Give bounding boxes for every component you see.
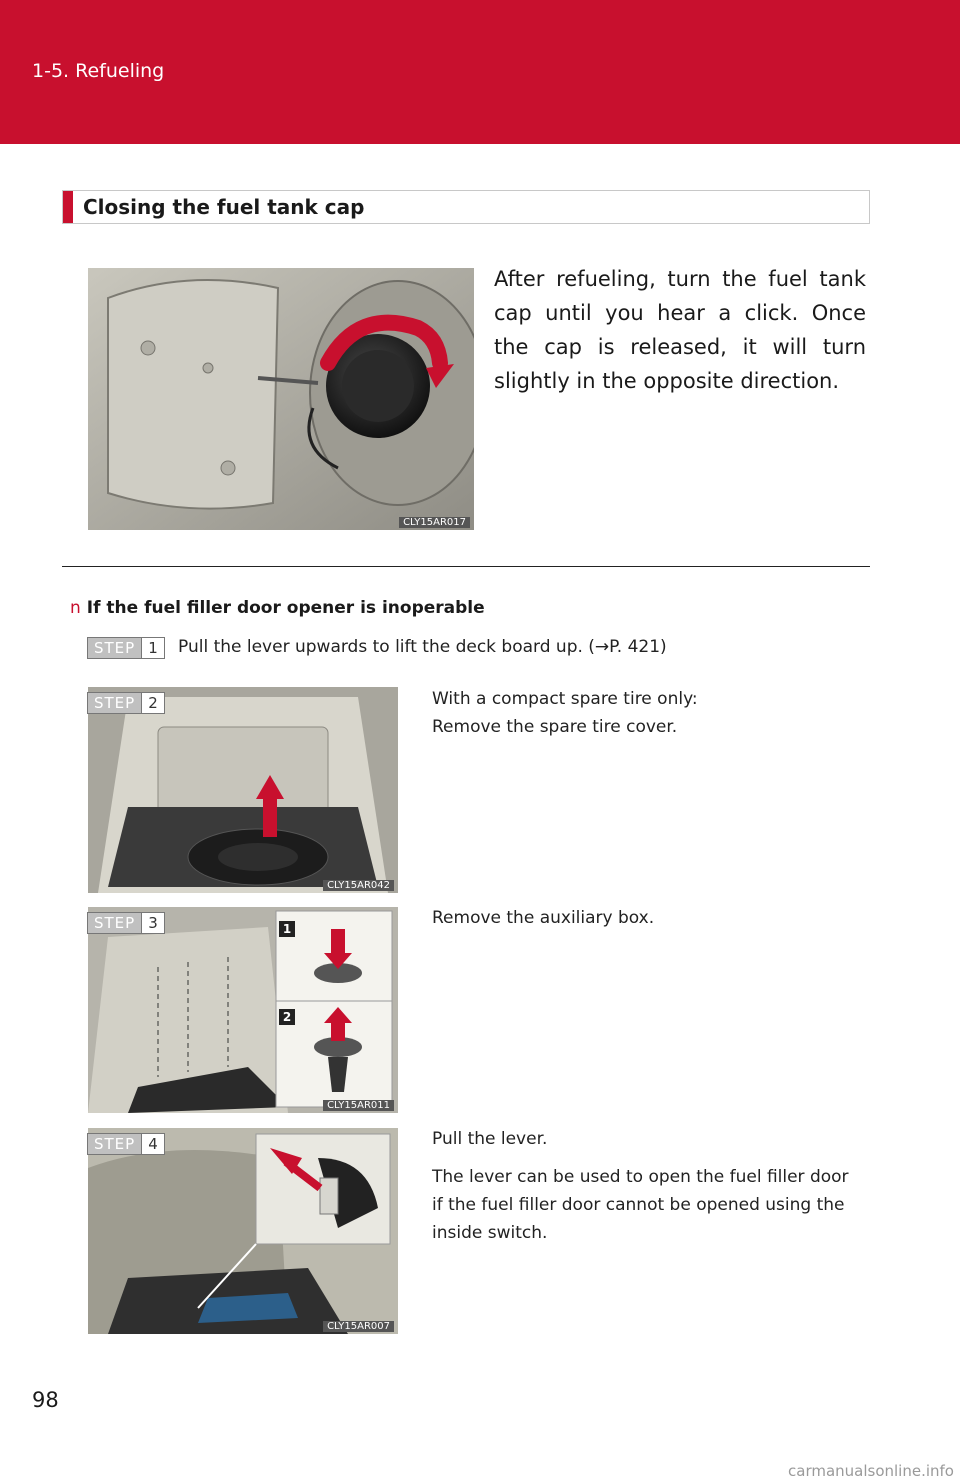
- watermark: carmanualsonline.info: [788, 1462, 954, 1480]
- note-heading-text: If the fuel filler door opener is inoperable: [86, 598, 485, 618]
- step-3-text: Remove the auxiliary box.: [432, 908, 655, 928]
- section-title-bar: [62, 190, 870, 224]
- callout-1: 1: [282, 922, 292, 936]
- photo-code: CLY15AR007: [323, 1321, 394, 1332]
- main-paragraph: After refueling, turn the fuel tank cap until you hear a click. Once the cap is released, it will turn slightly in the opposite direction.: [494, 267, 866, 393]
- step-2-line-2: Remove the spare tire cover.: [432, 717, 678, 737]
- step-2-text: [432, 685, 852, 741]
- photo-code: CLY15AR011: [323, 1100, 394, 1111]
- lever-photo: [88, 1128, 398, 1334]
- step-number: 3: [141, 913, 164, 933]
- photo-code: CLY15AR042: [323, 880, 394, 891]
- step-number: 1: [141, 638, 164, 658]
- step-number: 4: [141, 1134, 164, 1154]
- step-4-badge: [87, 1133, 165, 1155]
- fuel-cap-photo: [88, 268, 474, 530]
- page-header: [0, 0, 960, 144]
- section-label: 1-5. Refueling: [32, 60, 165, 82]
- note-bullet: n: [70, 598, 81, 618]
- step-1-text: Pull the lever upwards to lift the deck board up. (→P. 421): [178, 637, 667, 657]
- page-number: 98: [32, 1388, 59, 1412]
- note-heading: [70, 598, 485, 618]
- step-label: STEP: [88, 1134, 141, 1154]
- step-number: 2: [141, 693, 164, 713]
- step-2-badge: [87, 692, 165, 714]
- step-2-line-1: With a compact spare tire only:: [432, 689, 698, 709]
- lever-illustration: [88, 1128, 398, 1334]
- auxiliary-box-illustration: [88, 907, 398, 1113]
- step-1-badge: [87, 637, 165, 659]
- step-3-badge: [87, 912, 165, 934]
- spare-tire-photo: [88, 687, 398, 893]
- section-title: Closing the fuel tank cap: [83, 195, 365, 219]
- step-label: STEP: [88, 693, 141, 713]
- cargo-area-illustration: [88, 687, 398, 893]
- photo-code: CLY15AR017: [399, 517, 470, 528]
- step-label: STEP: [88, 638, 141, 658]
- fuel-cap-illustration: [88, 268, 474, 530]
- callout-2: 2: [282, 1010, 292, 1024]
- step-4-text: Pull the lever.: [432, 1129, 548, 1149]
- section-divider: [62, 566, 870, 567]
- step-label: STEP: [88, 913, 141, 933]
- title-accent: [63, 191, 73, 223]
- step-4-subtext: The lever can be used to open the fuel filler door if the fuel filler door cannot be opened using the inside switch.: [432, 1167, 849, 1243]
- auxiliary-box-photo: [88, 907, 398, 1113]
